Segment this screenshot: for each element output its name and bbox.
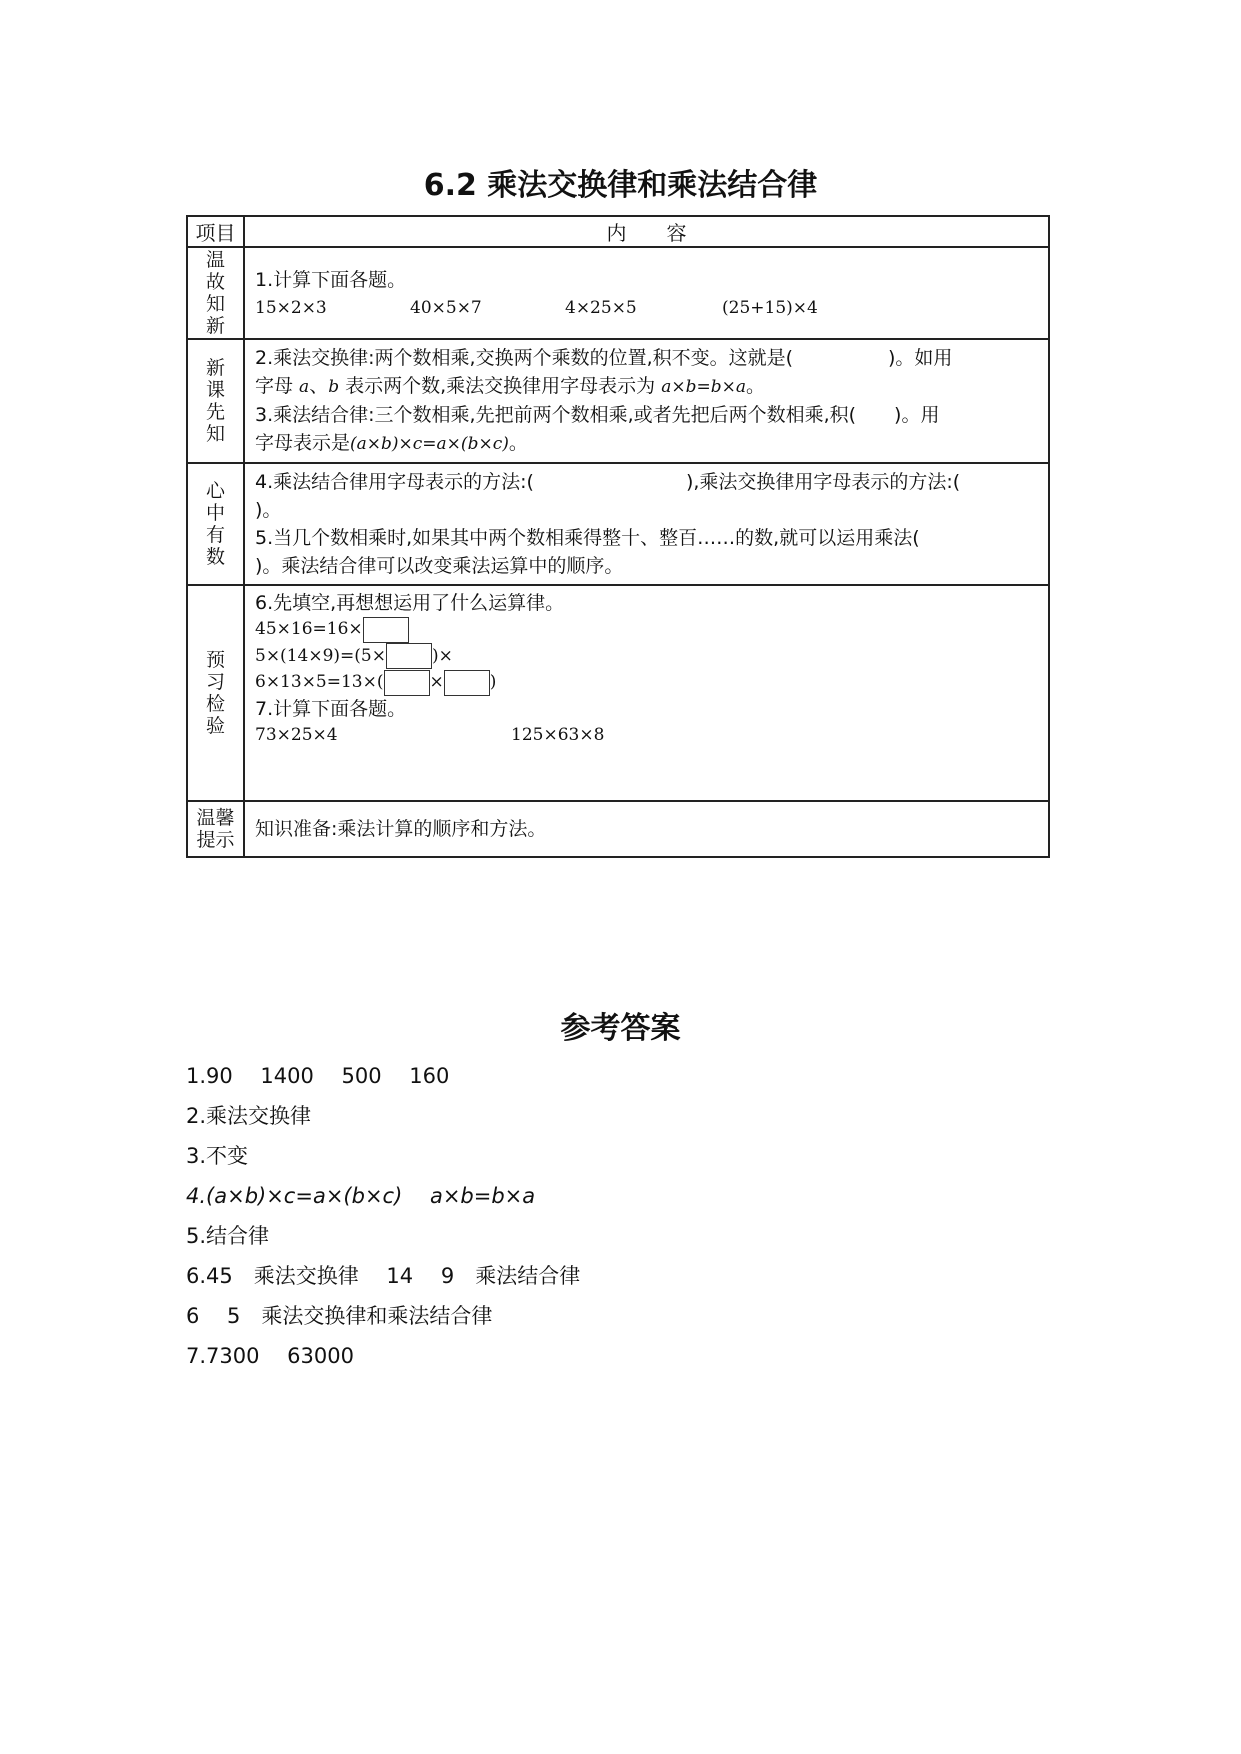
- row-content: [244, 585, 1049, 801]
- question-4-cont: )。: [255, 499, 282, 521]
- formula: (a×b)×c=a×(b×c): [350, 434, 509, 454]
- label-char: 中: [205, 502, 225, 524]
- eq-text: ): [489, 672, 497, 692]
- answer-6-cont: 6 5 乘法交换律和乘法结合律: [186, 1304, 493, 1328]
- var-b: b: [328, 377, 340, 397]
- text: 。: [508, 432, 528, 454]
- calc-row: [255, 722, 1038, 748]
- eq-text: 6×13×5=13×(: [255, 672, 384, 692]
- calc-item: 40×5×7: [410, 298, 482, 318]
- text: 字母表示是: [255, 432, 351, 454]
- calc-item: 4×25×5: [565, 298, 637, 318]
- label-char: 新: [205, 357, 225, 379]
- label-char: 习: [205, 671, 225, 693]
- question-1: 1.计算下面各题。: [255, 269, 407, 291]
- label-char: 验: [205, 715, 225, 737]
- question-3: 3.乘法结合律:三个数相乘,先把前两个数相乘,或者先把后两个数相乘,积( )。用: [255, 404, 940, 426]
- label-char: 先: [205, 401, 225, 423]
- tip-text: 知识准备:乘法计算的顺序和方法。: [255, 818, 547, 840]
- table-row: [187, 585, 1049, 801]
- page-title: 6.2 乘法交换律和乘法结合律: [423, 168, 818, 203]
- answer-box[interactable]: [363, 617, 409, 643]
- question-6: 6.先填空,再想想运用了什么运算律。: [255, 592, 565, 614]
- answer-2: 2.乘法交换律: [186, 1104, 312, 1128]
- row-label: [187, 339, 244, 463]
- var-a: a: [299, 377, 310, 397]
- calc-item: 15×2×3: [255, 298, 327, 318]
- table-row: [187, 463, 1049, 585]
- label-char: 预: [205, 649, 225, 671]
- question-2: 2.乘法交换律:两个数相乘,交换两个乘数的位置,积不变。这就是( )。如用: [255, 347, 953, 369]
- answer-4: 4.(a×b)×c=a×(b×c) a×b=b×a: [186, 1184, 536, 1208]
- row-label: [187, 585, 244, 801]
- answer-3: 3.不变: [186, 1144, 249, 1168]
- calc-row: [255, 294, 1038, 322]
- eq-text: )×: [431, 645, 453, 666]
- text: 表示两个数,乘法交换律用字母表示为: [339, 375, 662, 397]
- row-content: [244, 801, 1049, 857]
- table-header-row: [187, 216, 1049, 247]
- label-char: 新: [205, 315, 225, 337]
- header-item: 项目: [187, 216, 244, 247]
- label-char: 知: [205, 423, 225, 445]
- calc-item: 73×25×4: [255, 724, 338, 745]
- table-row: [187, 801, 1049, 857]
- table-row: [187, 247, 1049, 339]
- question-5: 5.当几个数相乘时,如果其中两个数相乘得整十、整百……的数,就可以运用乘法(: [255, 527, 920, 549]
- question-5-cont: )。乘法结合律可以改变乘法运算中的顺序。: [255, 555, 624, 577]
- text: 、: [309, 375, 329, 397]
- question-3-cont: [255, 429, 1038, 458]
- eq-text: 5×(14×9)=(5×: [255, 645, 386, 666]
- fill-eq-2: [255, 643, 1038, 670]
- answer-box[interactable]: [444, 670, 490, 696]
- row-label: [187, 463, 244, 585]
- header-content: 内 容: [244, 216, 1049, 247]
- fill-eq-3: [255, 669, 1038, 696]
- label-char: 有: [205, 524, 225, 546]
- row-label: [187, 801, 244, 857]
- text: 字母: [255, 375, 300, 397]
- answer-box[interactable]: [386, 643, 432, 669]
- answers-title: 参考答案: [560, 1011, 681, 1046]
- question-2-cont: [255, 372, 1038, 401]
- question-7: 7.计算下面各题。: [255, 697, 407, 720]
- row-content: [244, 463, 1049, 585]
- answers-list: [186, 1056, 580, 1376]
- text: 。: [746, 375, 766, 397]
- table-row: [187, 339, 1049, 463]
- calc-item: (25+15)×4: [722, 298, 818, 318]
- answer-6: 6.45 乘法交换律 14 9 乘法结合律: [186, 1264, 581, 1288]
- label-char: 课: [205, 379, 225, 401]
- label-text: 温馨: [196, 807, 235, 829]
- label-char: 温: [205, 249, 225, 271]
- answer-box[interactable]: [384, 670, 430, 696]
- label-char: 心: [205, 480, 225, 502]
- calc-item: 125×63×8: [511, 724, 605, 745]
- row-label: [187, 247, 244, 339]
- question-4: 4.乘法结合律用字母表示的方法:( ),乘法交换律用字母表示的方法:(: [255, 471, 961, 493]
- formula: a×b=b×a: [661, 377, 746, 397]
- label-char: 知: [205, 293, 225, 315]
- label-char: 故: [205, 271, 225, 293]
- lesson-table: [186, 215, 1050, 858]
- eq-text: 45×16=16×: [255, 619, 363, 639]
- label-char: 检: [205, 693, 225, 715]
- answer-7: 7.7300 63000: [186, 1344, 354, 1368]
- fill-eq-1: [255, 616, 1038, 643]
- answer-1: 1.90 1400 500 160: [186, 1064, 450, 1088]
- eq-text: ×: [429, 672, 444, 692]
- row-content: [244, 247, 1049, 339]
- label-char: 数: [205, 546, 225, 568]
- answer-5: 5.结合律: [186, 1224, 270, 1248]
- label-text: 提示: [196, 829, 235, 851]
- row-content: [244, 339, 1049, 463]
